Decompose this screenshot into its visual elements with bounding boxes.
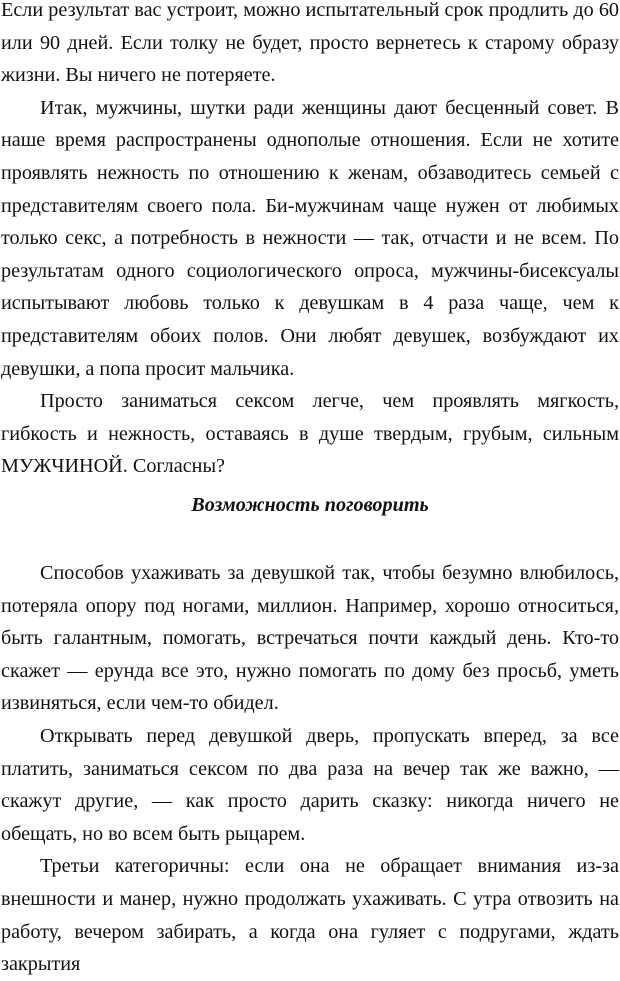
paragraph-ways-to-court: Способов ухаживать за девушкой так, чтобы безумно влюбилось, потеряла опору под ногами, миллион. Например, хорошо относиться, быть галантным, помогать, встречаться почти каждый день. Кто-то скажет — ерунда все это, нужно помогать по дому без просьб, уметь извиняться, если чем-то обидел. [1,562,619,715]
section-heading: Возможность поговорить [191,494,429,516]
paragraph-tenderness: Просто заниматься сексом легче, чем проявлять мягкость, гибкость и нежность, оставаясь в душе твердым, грубым, сильным МУЖЧИНОЙ. Согласны? [1,390,619,478]
paragraph-third-opinion: Третьи категоричны: если она не обращает внимания из-за внешности и манер, нужно продолжать ухаживать. С утра отвозить на работу, вечером забирать, а когда она гуляет с подругами, ждать закрытия [1,855,619,976]
paragraph-advice: Итак, мужчины, шутки ради женщины дают бесценный совет. В наше время распространены однополые отношения. Если не хотите проявлять нежность по отношению к женам, обзаводитесь семьей с представителям своего пола. Би-мужчинам чаще нужен от любимых только секс, а потребность в нежности — так, отчасти и не всем. По результатам одного социологического опроса, мужчины-бисексуалы испытывают любовь только к девушкам в 4 раза чаще, чем к представителям обоих полов. Они любят девушек, возбуждают их девушки, а попа просит мальчика. [1,96,619,380]
paragraph-trial-period: Если результат вас устроит, можно испытательный срок продлить до 60 или 90 дней. Если толку не будет, просто вернетесь к старому образу жизни. Вы ничего не потеряете. [1,0,619,87]
text-section-2 [1,557,619,981]
paragraph-opening-doors: Открывать перед девушкой дверь, пропускать вперед, за все платить, заниматься сексом по два раза на вечер так же важно, — скажут другие, — как просто дарить сказку: никогда ничего не обещать, но во всем быть рыцарем. [1,724,619,845]
text-section-1 [1,0,619,483]
